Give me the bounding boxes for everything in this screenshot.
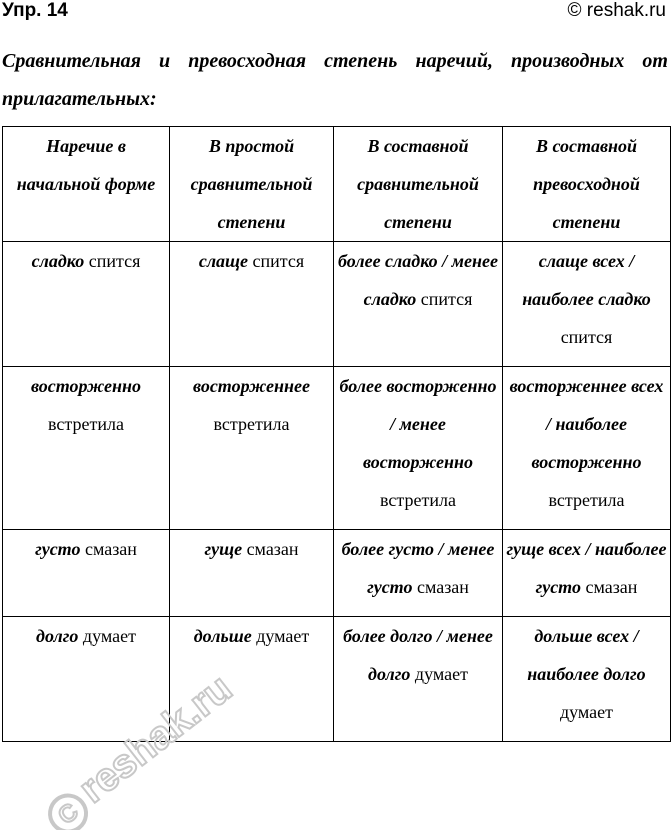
verb-context: думает (78, 626, 136, 646)
adverb-form: гуще всех / наиболее густо (506, 539, 667, 597)
adverb-form: гуще (204, 539, 243, 559)
verb-context: спится (248, 251, 305, 271)
column-header-compound-superlative: В составной превосходной степени (503, 127, 671, 242)
verb-context: встретила (48, 414, 124, 434)
table-body (3, 242, 671, 742)
verb-context: думает (251, 626, 310, 646)
adverb-form: более восторженно / менее восторженно (339, 376, 497, 472)
adverb-form: долго (36, 626, 79, 646)
cell-simple-comparative (170, 242, 334, 367)
verb-context: встретила (380, 490, 456, 510)
adverb-form: слаще всех / наиболее сладко (522, 251, 651, 309)
verb-context: спится (84, 251, 141, 271)
cell-compound-superlative (503, 367, 671, 530)
cell-simple-comparative (170, 617, 334, 742)
adverb-form: сладко (31, 251, 85, 271)
cell-simple-comparative (170, 530, 334, 617)
task-heading: Сравнительная и превосходная степень наречий, производных от прилагательных: (2, 50, 668, 110)
watermark-text: reshak.ru (71, 666, 241, 812)
cell-simple-comparative (170, 367, 334, 530)
adverb-degree-table (2, 126, 671, 742)
watermark-c-letter: C (53, 797, 84, 830)
adverb-form: более долго / менее долго (343, 626, 493, 684)
adverb-form: дольше (193, 626, 252, 646)
adverb-form: густо (35, 539, 81, 559)
verb-context: смазан (580, 577, 638, 597)
cell-compound-superlative (503, 617, 671, 742)
verb-context: спится (416, 289, 473, 309)
column-header-simple-comparative: В простой сравнительной степени (170, 127, 334, 242)
verb-context: смазан (80, 539, 137, 559)
exercise-number: Упр. 14 (2, 0, 68, 21)
cell-base-form (3, 367, 170, 530)
adverb-form: слаще (198, 251, 249, 271)
verb-context: смазан (412, 577, 469, 597)
verb-context: встретила (548, 490, 625, 510)
table-row (3, 530, 671, 617)
verb-context: думает (410, 664, 468, 684)
copyright-circle-icon (43, 788, 94, 830)
cell-base-form (3, 617, 170, 742)
cell-compound-comparative (334, 530, 503, 617)
cell-base-form (3, 530, 170, 617)
cell-compound-comparative (334, 242, 503, 367)
cell-compound-superlative (503, 530, 671, 617)
column-header-compound-comparative: В составной сравнительной степени (334, 127, 503, 242)
table-header-row (3, 127, 671, 242)
adverb-form: более сладко / менее сладко (338, 251, 498, 309)
cell-base-form (3, 242, 170, 367)
adverb-form: восторженнее (193, 376, 310, 396)
adverb-form: дольше всех / наиболее долго (527, 626, 646, 684)
cell-compound-comparative (334, 367, 503, 530)
column-header-base-form: Наречие в начальной форме (3, 127, 170, 242)
table-row (3, 617, 671, 742)
verb-context: думает (559, 702, 614, 722)
adverb-form: восторженно (31, 376, 141, 396)
copyright-notice: © reshak.ru (567, 0, 666, 21)
page-header (0, 0, 672, 26)
table-row (3, 242, 671, 367)
verb-context: смазан (242, 539, 299, 559)
adverb-form: более густо / менее густо (341, 539, 495, 597)
verb-context: спится (560, 327, 613, 347)
cell-compound-superlative (503, 242, 671, 367)
cell-compound-comparative (334, 617, 503, 742)
table-row (3, 367, 671, 530)
verb-context: встретила (213, 414, 290, 434)
adverb-form: восторженнее всех / наиболее восторженно (509, 376, 664, 472)
